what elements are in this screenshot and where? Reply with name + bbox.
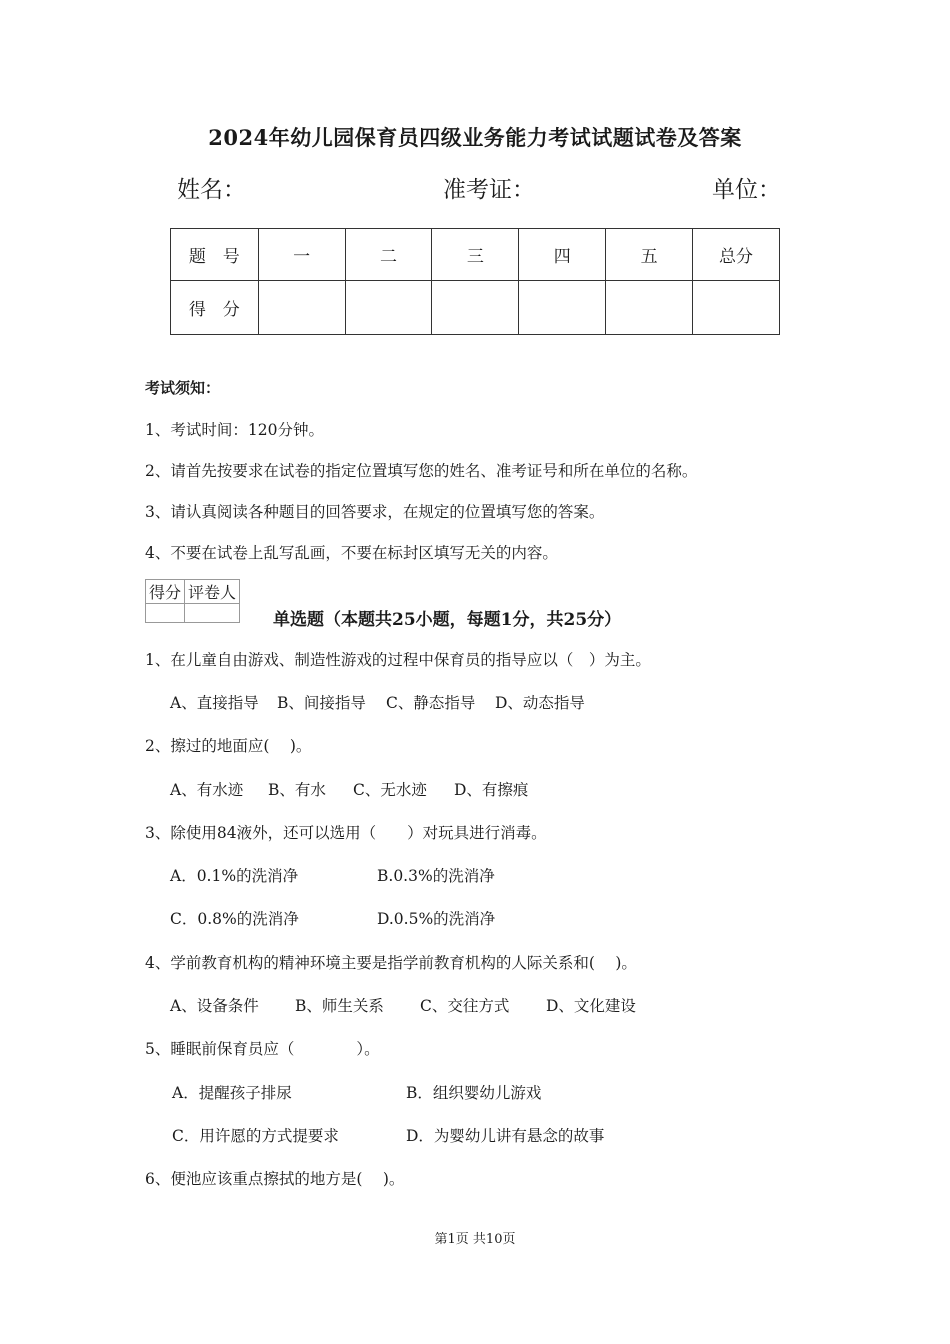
name-field-label: 姓名： <box>177 177 246 203</box>
option: D、动态指导 <box>495 694 585 712</box>
score-cell <box>345 281 432 335</box>
option: B.0.3%的洗消净 <box>377 867 495 885</box>
score-table-header-row <box>171 229 780 281</box>
document-title: 2024年幼儿园保育员四级业务能力考试试题试卷及答案 <box>208 125 742 150</box>
notice-item: 3、请认真阅读各种题目的回答要求，在规定的位置填写您的答案。 <box>145 503 605 521</box>
question-text: 1、在儿童自由游戏、制造性游戏的过程中保育员的指导应以（ ）为主。 <box>145 651 651 669</box>
option: B、有水 <box>268 781 326 799</box>
score-table-header-cell: 总分 <box>693 229 780 281</box>
option: C、交往方式 <box>420 997 510 1015</box>
option: D.0.5%的洗消净 <box>377 910 496 928</box>
question-text: 3、除使用84液外，还可以选用（ ）对玩具进行消毒。 <box>145 824 547 842</box>
section-title: 单选题（本题共25小题，每题1分，共25分） <box>273 610 622 630</box>
page-footer: 第1页 共10页 <box>434 1232 516 1247</box>
notice-item: 2、请首先按要求在试卷的指定位置填写您的姓名、准考证号和所在单位的名称。 <box>145 462 698 480</box>
score-table-header-cell: 三 <box>432 229 519 281</box>
score-cell <box>258 281 345 335</box>
score-cell <box>432 281 519 335</box>
score-table-header-cell: 五 <box>606 229 693 281</box>
notice-item: 1、考试时间：120分钟。 <box>145 421 324 439</box>
question-text: 6、便池应该重点擦拭的地方是( )。 <box>145 1170 405 1188</box>
option: C．0.8%的洗消净 <box>170 910 299 928</box>
option: D．为婴幼儿讲有悬念的故事 <box>406 1127 605 1145</box>
grader-reviewer-cell <box>185 604 240 623</box>
score-cell <box>519 281 606 335</box>
option: A、直接指导 <box>170 694 259 712</box>
option: D、有擦痕 <box>454 781 529 799</box>
score-table-header-cell: 二 <box>345 229 432 281</box>
option: C、无水迹 <box>353 781 427 799</box>
grader-reviewer-label: 评卷人 <box>185 580 240 604</box>
grader-score-label: 得分 <box>146 580 185 604</box>
option: C．用许愿的方式提要求 <box>172 1127 339 1145</box>
option: B．组织婴幼儿游戏 <box>406 1084 542 1102</box>
score-row-label: 得 分 <box>171 281 259 335</box>
score-table <box>170 228 780 335</box>
option: A、有水迹 <box>170 781 244 799</box>
grader-box <box>145 579 240 623</box>
option: B、间接指导 <box>277 694 366 712</box>
grader-score-cell <box>146 604 185 623</box>
question-text: 4、学前教育机构的精神环境主要是指学前教育机构的人际关系和( )。 <box>145 954 637 972</box>
option: A．0.1%的洗消净 <box>170 867 299 885</box>
option: B、师生关系 <box>295 997 384 1015</box>
unit-field-label: 单位： <box>712 177 781 203</box>
score-cell <box>606 281 693 335</box>
question-text: 5、睡眠前保育员应（ ）。 <box>145 1040 380 1058</box>
score-cell <box>693 281 780 335</box>
exam-number-field-label: 准考证： <box>443 177 535 203</box>
option: A．提醒孩子排尿 <box>172 1084 292 1102</box>
score-table-header-cell: 题 号 <box>171 229 259 281</box>
option: A、设备条件 <box>170 997 259 1015</box>
notice-title: 考试须知： <box>145 379 221 397</box>
score-table-header-cell: 一 <box>258 229 345 281</box>
question-text: 2、擦过的地面应( )。 <box>145 737 312 755</box>
score-table-score-row <box>171 281 780 335</box>
notice-item: 4、不要在试卷上乱写乱画，不要在标封区填写无关的内容。 <box>145 544 558 562</box>
option: D、文化建设 <box>546 997 636 1015</box>
option: C、静态指导 <box>386 694 476 712</box>
score-table-header-cell: 四 <box>519 229 606 281</box>
